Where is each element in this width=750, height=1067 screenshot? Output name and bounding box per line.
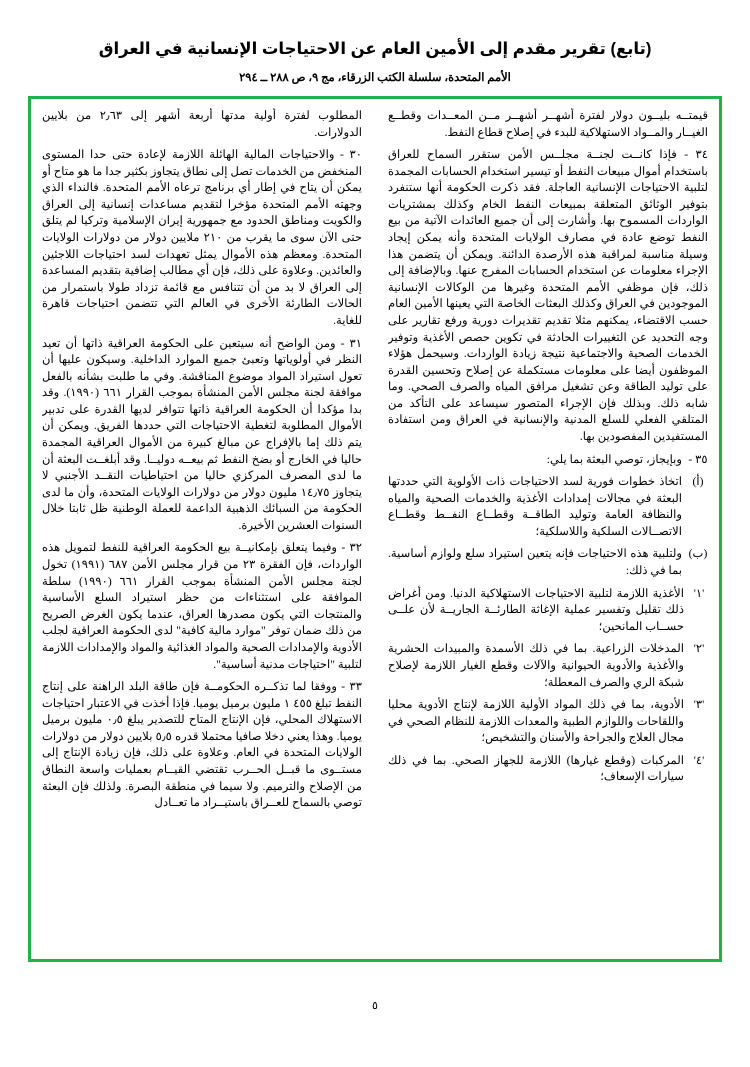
- list-text: وبإيجاز، توصي البعثة بما يلي:: [546, 452, 682, 466]
- list-text: المركبات (وقطع غيارها) اللازمة للجهاز الصحي. بما في ذلك سيارات الإسعاف؛: [388, 753, 684, 784]
- list-text: الأدوية، بما في ذلك المواد الأولية اللازمة لإنتاج الأدوية محليا واللقاحات واللوازم الطبية والمعدات اللازمة للنظام الصحي في مجال العلاج والجراحة والأسنان والتشخيص؛: [388, 698, 684, 745]
- list-marker: '٢': [693, 642, 705, 656]
- paragraph: ٣٢ - وفيما يتعلق بإمكانيــة بيع الحكومة العراقية للنفط لتمويل هذه الواردات، فإن الفقرة ٢٣ من قرار مجلس الأمن ٦٨٧ (١٩٩١) تخول لجنة مجلس الأمن المنشأة بموجب القرار ٦٦١ (١٩٩٠) سلطة الموافقة على استثناءات من حظر استيراد السلع الأساسية والمنتجات التي يكون مصدرها العراق، عندما يكون الغرض الصريح من ذلك ضمان توفر "موارد مالية كافية" لدى الحكومة العراقية لجلب الأدوية والإمدادات الصحية والمواد الغذائية والمواد والإمدادات اللازمة لتلبية "احتياجات مدنية أساسية".: [42, 541, 362, 671]
- list-item: [388, 452, 708, 469]
- paragraph: ٣١ - ومن الواضح أنه سيتعين على الحكومة العراقية ذاتها أن تعيد النظر في أولوياتها وتعبئ جميع الموارد الداخلية. وسيكون عليها أن تعول استيراد المواد موضوع المناقشة. وفي ما طلبت بشأنه بالفعل موافقة لجنة مجلس الأمن المنشأة بموجب القرار ٦٦١ (١٩٩٠). وقد بدا مؤكدا أن الحكومة العراقية ذاتها تتوافر لديها القدرة على تدبير الأموال المطلوبة لتغطية الاحتياجات التي حددها الفريق. ويمكن أن يتم ذلك إما بالإفراج عن مبالغ كبيرة من الأموال العراقية المجمدة حاليا في الخارج أو بضخ النفط ثم بيعــه دوليــا. وقد أبلغــت البعثة أن ما لدى المصرف المركزي حاليا من احتياطيات النقــد الأجنبي لا يتجاوز ١٤٫٧٥ مليون دولار من دولارات الولايات المتحدة، وأن ما لدى الحكومة من السبائك الذهبية الداعمة للعملة الوطنية ظل ثابتا خلال السنوات العشرين الأخيرة.: [42, 336, 362, 532]
- list-marker: (أ): [692, 475, 704, 489]
- list-item: [388, 546, 708, 579]
- right-column: [42, 108, 362, 949]
- paragraph: ٣٣ - ووفقا لما تذكــره الحكومــة فإن طاقة البلد الراهنة على إنتاج النفط تبلغ ٤٥٥ ١ مليون برميل يوميا. فإذا أخذت في الاعتبار احتياجات الاستهلاك المحلي، فإن الإنتاج المتاح للتصدير يبلغ ٠٫٥ مليون برميل يوميا. وهذا يعني دخلا صافيا محتملا قدره ٥٫٥ بلايين دولار من دولارات الولايات المتحدة في العام. وعلاوة على ذلك، فإن زيادة الإنتاج إلى مستــوى ما قبــل الحــرب تقتضي القيــام بعمليات واسعة النطاق من الإصلاح والترميم. ولا سيما في منطقة البصرة. ولذلك فإن البعثة توصي بالسماح للعــراق باستيــراد ما تعــادل: [42, 680, 362, 810]
- list-text: الأغذية اللازمة لتلبية الاحتياجات الاستهلاكية الدنيا. ومن أغراض ذلك تقليل وتفسير عملية الإغاثة الطارئــة الجاريــة لأن علــى حســاب المانحين؛: [388, 586, 684, 633]
- list-item: [388, 641, 708, 691]
- list-marker: (ب): [688, 547, 708, 561]
- list-item: [388, 586, 708, 636]
- list-text: اتخاذ خطوات فورية لسد الاحتياجات ذات الأولوية التي حددتها البعثة في مجالات إمدادات الأغذية والخدمات الصحية والمياه والنظافة العامة وتوليد الطاقــة وقطــاع النفــط وقطــاع الاتصــالات السلكية واللاسلكية؛: [388, 475, 682, 538]
- list-marker: ٣٥ -: [688, 452, 708, 466]
- list-item: [388, 753, 708, 786]
- two-column-body: [42, 108, 708, 949]
- list-marker: '١': [693, 586, 705, 600]
- paragraph: المطلوب لفترة أولية مدتها أربعة أشهر إلى ٢٫٦٣ من بلايين الدولارات.: [42, 109, 362, 139]
- paragraph: ٣٤ - فإذا كانــت لجنــة مجلــس الأمن ستقرر السماح للعراق باستخدام أموال مبيعات النفط أو تيسير استخدام الحسابات المجمدة لتلبية الاحتياجات الإنسانية العاجلة. فقد ذكرت الحكومة أنها ستنفرد بتوفير الوثائق المتعلقة بمبيعات النفط الخام وكذلك بمشتريات الواردات المسموح بها. وأشارت إلى أن جميع العائدات الآتية من بيع النفط توضع عادة في مصارف الولايات المتحدة وأنه يمكن إيجاد وسيلة مناسبة لمراقبة هذه الأرصدة الدائنة. ويمكن أن يتضمن هذا الإجراء معلومات عن استخدام الحسابات المفرج عنها. وبالإضافة إلى ذلك، فإن موظفي الأمم المتحدة وغيرها من الوكالات الإنسانية الموجودين في العراق وكذلك البعثات الخاصة التي يعينها الأمين العام حسب الاقتضاء، يمكنهم مثلا تقديم تقديرات دورية ورفع تقارير على وجه التحديد عن التغييرات الحادثة في تكوين حصص الأغذية وتوفير الخدمات الصحية والاجتماعية نتيجة زيادة الواردات. وسيحمل هؤلاء الموظفون أيضا على معلومات مستكملة عن إصلاح وتحسين القدرة على توليد الطاقة وعن تشغيل مرافق المياه والصرف الصحي. وما شابه ذلك. وبذلك فإن الإجراء المتصور سيساعد على التأكد من المتلقي الفعلي للسلع المدنية والإنسانية في العراق ومن استفادة المستفيدين المفصودين بها.: [388, 148, 708, 443]
- page-number: ٥: [372, 1000, 378, 1012]
- list-item: [388, 474, 708, 540]
- paragraph: ٣٠ - والاحتياجات المالية الهائلة اللازمة لإعادة حتى حدا المستوى المنخفض من الخدمات تصل إلى نطاق يتجاوز بكثير جدا ما هو متاح أو يمكن أن يتاح في إطار أي برنامج ترعاه الأمم المتحدة. فالنداء الذي وجهته الأمم المتحدة مؤخرا لتقديم مساعدات إنسانية إلى العراق والكويت ومناطق الحدود مع جمهورية إيران الإسلامية وتركيا لم يتلق حتى الآن سوى ما يقرب من ٢١٠ ملايين دولار من دولارات الولايات المتحدة. ومعظم هذه الأموال يمثل تعهدات لسد احتياجات اللاجئين والعائدين. وعلاوة على ذلك، فإن أي مطالب إضافية بتقديم المساعدة إلى العراق لا بد من أن تتنافس مع قائمة تزداد طولا باستمرار من الحالات الطارئة الأخرى في العالم التي تتضمن احتياجات قاهرة للغاية.: [42, 148, 362, 327]
- list-text: ولتلبية هذه الاحتياجات فإنه يتعين استيراد سلع ولوازم أساسية. بما في ذلك:: [388, 547, 682, 578]
- list-marker: '٣': [693, 698, 705, 712]
- list-text: المدخلات الزراعية. بما في ذلك الأسمدة والمبيدات الحشرية والأغذية والأدوية الحيوانية والآلات وقطع الغيار اللازمة لإصلاح شبكة الري والصرف المعطلة؛: [388, 642, 684, 689]
- list-item: [388, 697, 708, 747]
- page-subtitle: الأمم المتحدة، سلسلة الكتب الزرقاء، مج ٩، ص ٢٨٨ ــ ٢٩٤: [239, 72, 511, 85]
- page-title: (تابع) تقرير مقدم إلى الأمين العام عن الاحتياجات الإنسانية في العراق: [98, 40, 652, 58]
- page-header: [0, 0, 750, 86]
- list-marker: '٤': [693, 753, 705, 767]
- paragraph: قيمتــه بليــون دولار لفترة أشهــر أشهــر مــن المعــدات وقطــع الغيــار والمــواد الاستهلاكية للبدء في إصلاح قطاع النفط.: [388, 109, 708, 139]
- left-column: [388, 108, 708, 949]
